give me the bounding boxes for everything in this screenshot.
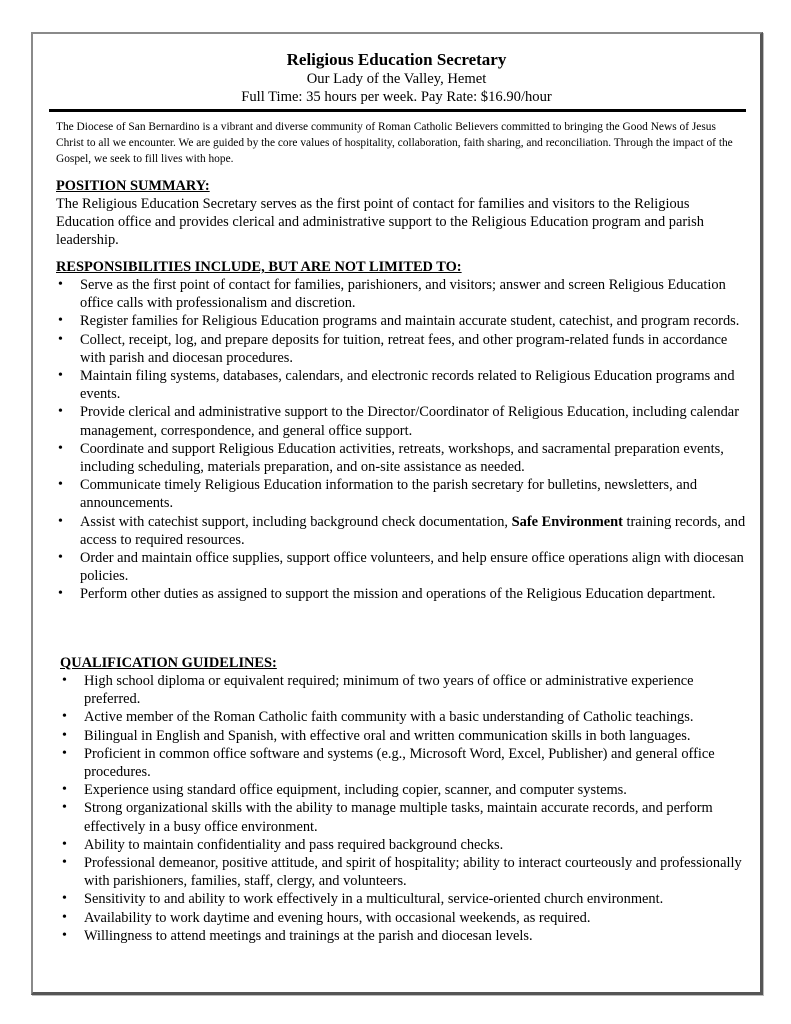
list-item: • Willingness to attend meetings and trainings at the parish and diocesan levels. [62,927,533,944]
bullet-icon: • [62,709,67,725]
bullet-icon: • [62,836,67,852]
responsibilities-section [56,258,746,604]
bullet-icon: • [58,404,63,420]
bullet-icon: • [58,586,63,602]
list-item: • Sensitivity to and ability to work effectively in a multicultural, service-oriented church environment. [62,891,664,908]
qualifications-heading: QUALIFICATION GUIDELINES: [60,655,277,671]
list-item: • Availability to work daytime and evening hours, with occasional weekends, as required. [62,909,591,926]
responsibilities-list [56,276,746,604]
bullet-icon: • [62,909,67,925]
bullet-icon: • [58,331,63,347]
list-item: • Proficient in common office software and systems (e.g., Microsoft Word, Excel, Publisher) and general office procedures. [62,745,715,781]
header-divider [49,109,746,112]
bullet-icon: • [58,277,63,292]
list-item: • Bilingual in English and Spanish, with effective oral and written communication skills in both languages. [62,727,691,744]
list-item: • Assist with catechist support, including background check documentation, Safe Environment training records, and access to required resources. [58,513,746,548]
position-summary-text: The Religious Education Secretary serves as the first point of contact for families and visitors to the Religious Education office and provides clerical and administrative support to the Religious Education program and parish leadership. [56,196,704,249]
list-item: • Maintain filing systems, databases, calendars, and electronic records related to Religious Education programs and events. [58,368,735,403]
document-page [31,32,763,995]
list-item: • Communicate timely Religious Education information to the parish secretary for bulletins, newsletters, and announcements. [58,477,698,512]
qualifications-list [60,672,746,945]
bullet-icon: • [62,745,67,761]
bullet-icon: • [62,727,67,743]
bullet-icon: • [62,927,67,943]
qualifications-section [60,654,746,945]
document-header [33,50,760,106]
list-item: • Register families for Religious Education programs and maintain accurate student, catechist, and program records. [58,313,740,330]
bullet-icon: • [58,550,63,566]
list-item: • Professional demeanor, positive attitude, and spirit of hospitality; ability to interact courteously and professionally with parishioners, families, staff, clergy, and volunteers. [62,855,742,890]
list-item: • Order and maintain office supplies, support office volunteers, and help ensure office operations align with diocesan policies. [58,550,744,585]
list-item: • Coordinate and support Religious Education activities, retreats, workshops, and sacramental preparation events, including scheduling, materials preparation, and on-site assistance as needed. [58,440,724,476]
bullet-icon: • [58,440,63,456]
bullet-icon: • [58,368,63,384]
list-item: • Perform other duties as assigned to support the mission and operations of the Religious Education department. [58,586,716,603]
bullet-icon: • [62,891,67,907]
diocese-intro: The Diocese of San Bernardino is a vibrant and diverse community of Roman Catholic Believers committed to bringing the Good News of Jesus Christ to all we encounter. We are guided by the core values of hospitality, collaboration, faith sharing, and reconciliation. Through the impact of the Gospel, we seek to fill lives with hope. [56,121,733,165]
job-title: Religious Education Secretary [286,50,507,69]
position-summary-heading: POSITION SUMMARY: [56,178,210,194]
employment-terms: Full Time: 35 hours per week. Pay Rate: $16.90/hour [241,89,552,105]
list-item: • Ability to maintain confidentiality and pass required background checks. [62,836,504,853]
list-item: • Active member of the Roman Catholic faith community with a basic understanding of Catholic teachings. [62,709,694,726]
list-item: • Provide clerical and administrative support to the Director/Coordinator of Religious Education, including calendar management, correspondence, and general office support. [58,404,739,439]
safe-environment-emphasis: Safe Environment [511,513,623,530]
bullet-icon: • [62,800,67,816]
list-item: • Serve as the first point of contact for families, parishioners, and visitors; answer and screen Religious Education office calls with professionalism and discretion. [58,277,726,312]
bullet-icon: • [58,477,63,493]
list-item: • Strong organizational skills with the ability to manage multiple tasks, maintain accurate records, and perform effectively in a busy office environment. [62,800,713,835]
bullet-icon: • [62,855,67,871]
list-item: • Experience using standard office equipment, including copier, scanner, and computer systems. [62,782,627,799]
list-item: • Collect, receipt, log, and prepare deposits for tuition, retreat fees, and other program-related funds in accordance with parish and diocesan procedures. [58,331,728,366]
list-item: • High school diploma or equivalent required; minimum of two years of office or administrative experience preferred. [62,673,694,708]
position-summary-section [56,177,746,250]
parish-location: Our Lady of the Valley, Hemet [306,71,487,87]
bullet-icon: • [58,513,63,529]
bullet-icon: • [62,782,67,798]
bullet-icon: • [58,313,63,329]
bullet-icon: • [62,673,67,688]
responsibilities-heading: RESPONSIBILITIES INCLUDE, BUT ARE NOT LIMITED TO: [56,259,462,275]
